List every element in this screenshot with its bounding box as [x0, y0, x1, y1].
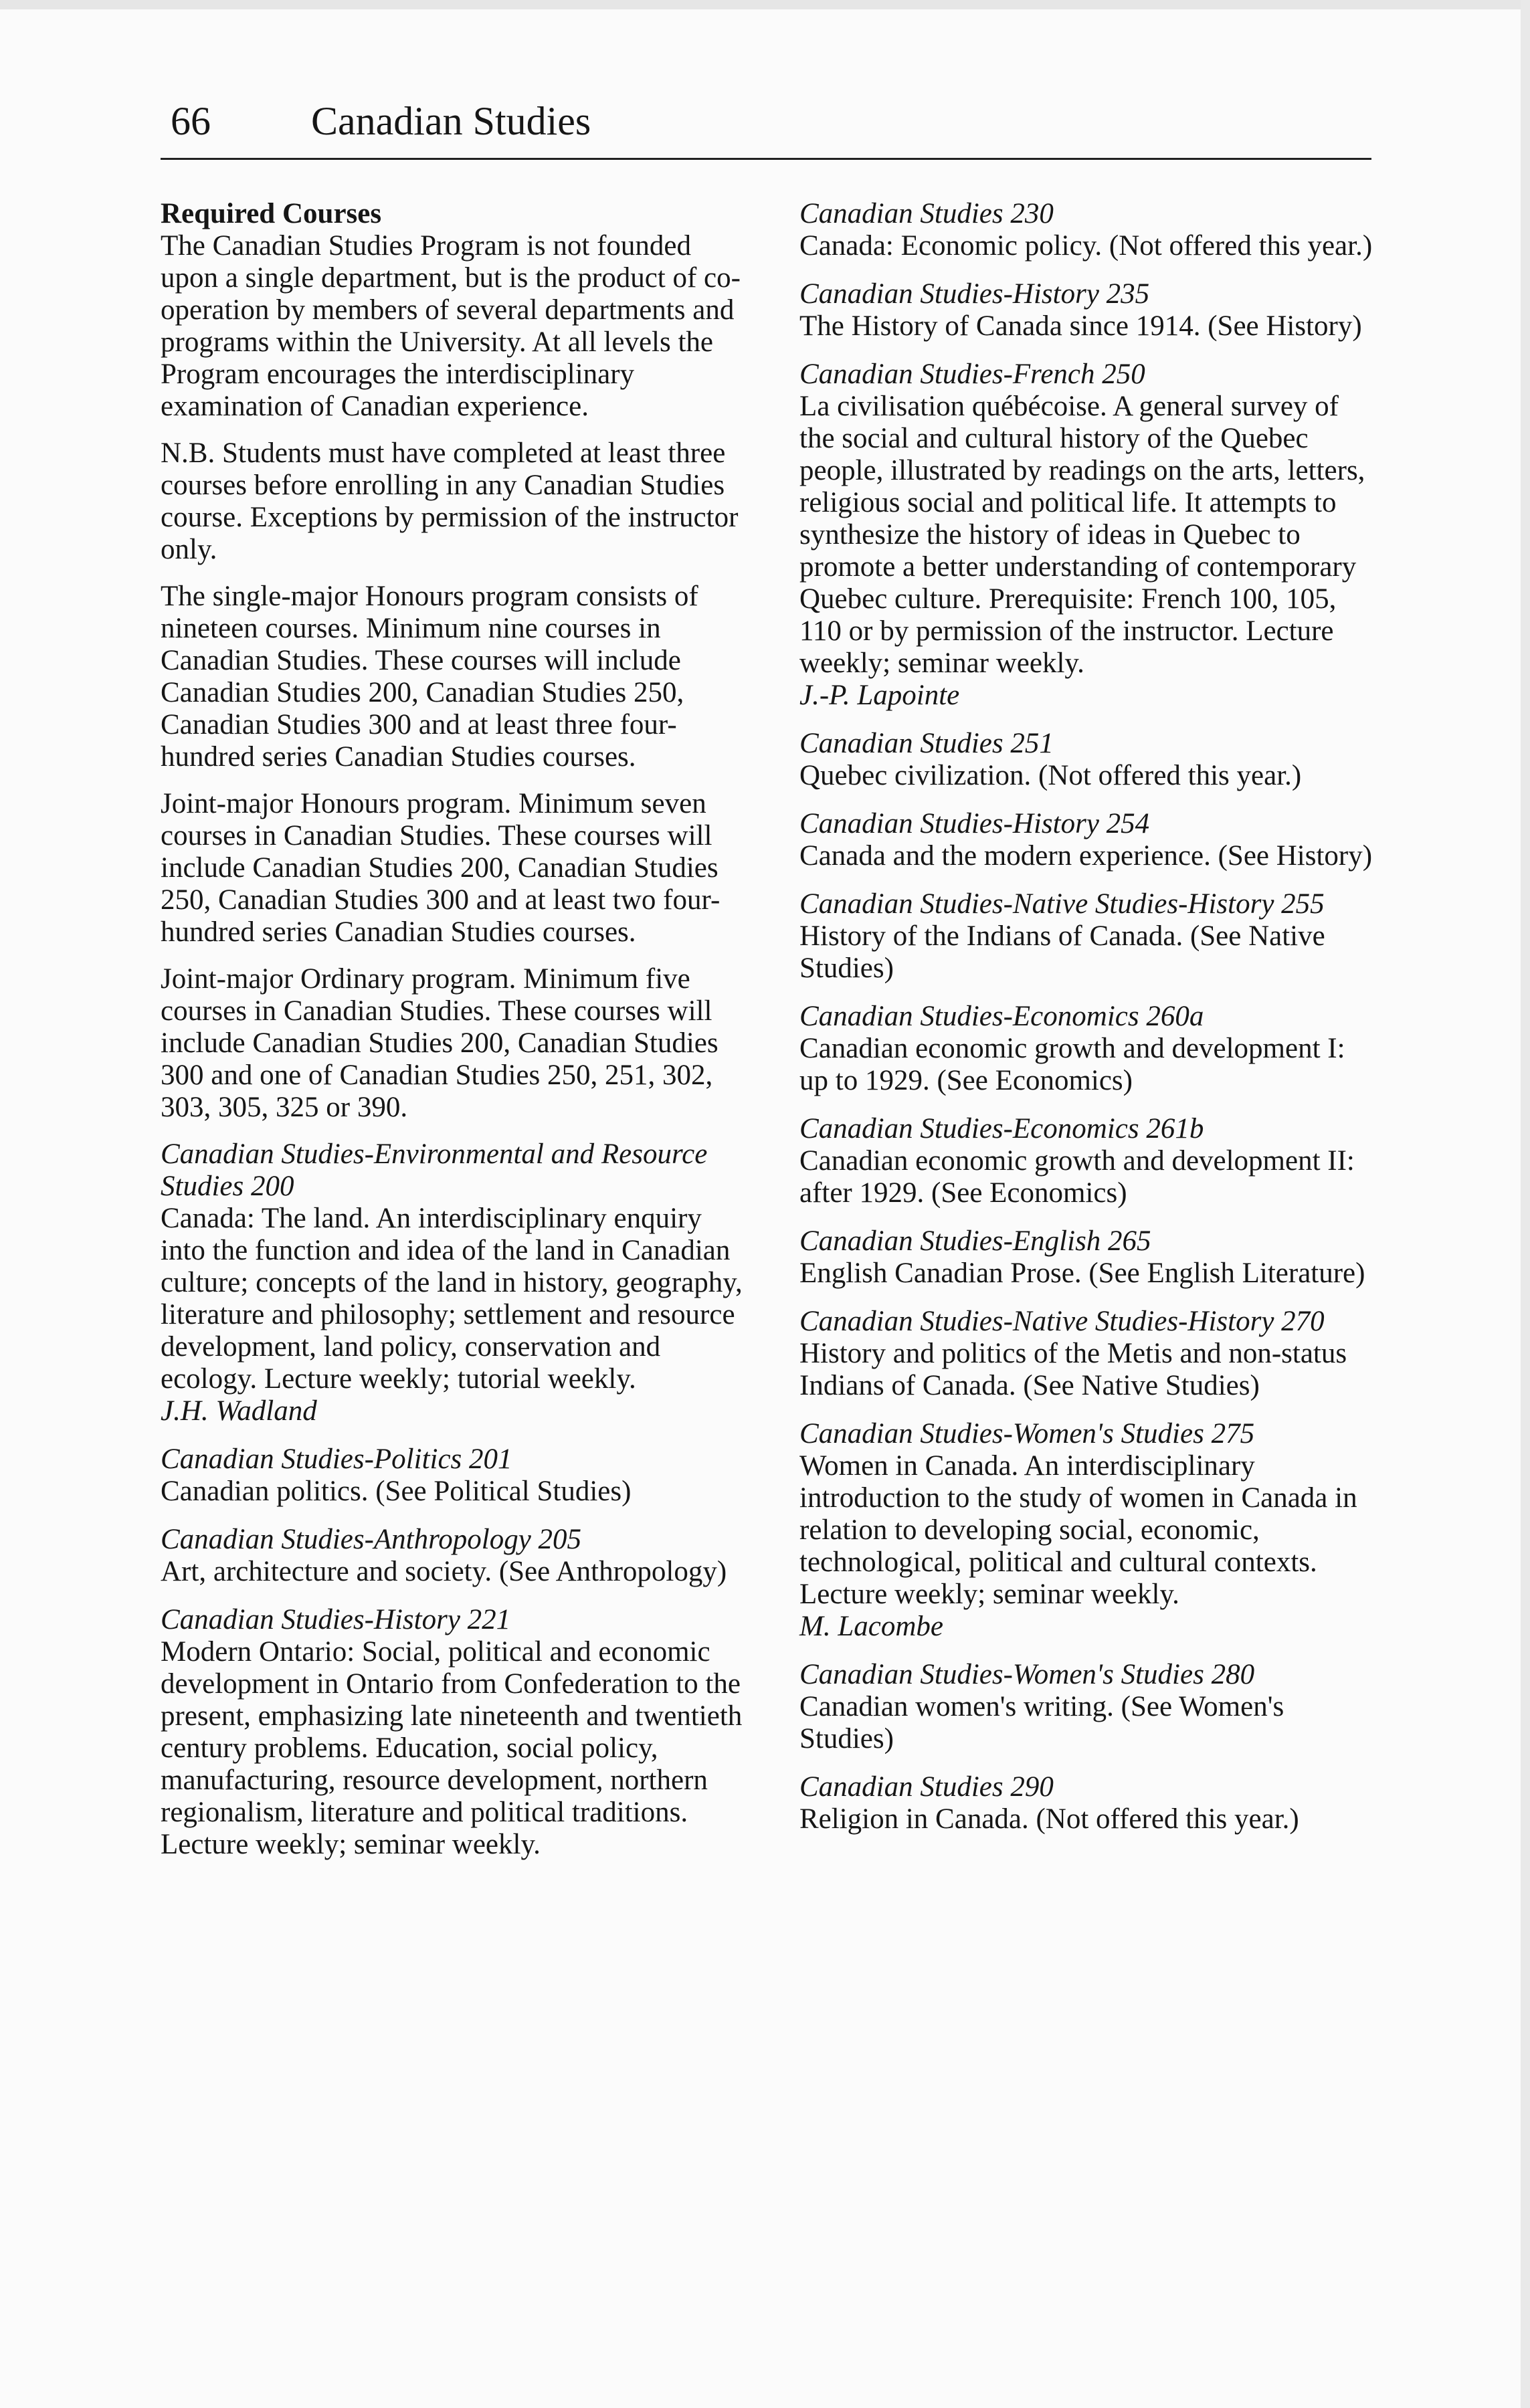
- course-description: Art, architecture and society. (See Anthropology): [161, 1556, 727, 1587]
- joint-honours-paragraph: Joint-major Honours program. Minimum seven courses in Canadian Studies. These courses will include Canadian Studies 200, Canadian Studies 250, Canadian Studies 300 and at least two four-hundred series Canadian Studies courses.: [161, 788, 721, 948]
- nb-paragraph: N.B. Students must have completed at least three courses before enrolling in any Canadian Studies course. Exceptions by permission of the instructor only.: [161, 437, 739, 565]
- course-description: Canadian economic growth and development I: up to 1929. (See Economics): [799, 1033, 1345, 1096]
- course-description: English Canadian Prose. (See English Literature): [799, 1258, 1365, 1289]
- page-edge: [1521, 0, 1530, 2408]
- course-entry: [799, 1001, 1375, 1097]
- running-title: Canadian Studies: [311, 99, 591, 143]
- course-title: Canadian Studies-History 254: [799, 808, 1150, 839]
- course-title: Canadian Studies-English 265: [799, 1225, 1151, 1257]
- course-title: Canadian Studies 251: [799, 728, 1054, 759]
- course-description: The History of Canada since 1914. (See History): [799, 310, 1362, 342]
- course-title: Canadian Studies-History 221: [161, 1604, 511, 1635]
- page-number: 66: [171, 99, 211, 143]
- course-description: Religion in Canada. (Not offered this year.): [799, 1803, 1299, 1835]
- course-description: Canadian economic growth and development II: after 1929. (See Economics): [799, 1145, 1355, 1209]
- course-description: Canada and the modern experience. (See History): [799, 840, 1373, 872]
- course-description: Modern Ontario: Social, political and economic development in Ontario from Confederation to the present, emphasizing late nineteenth and twentieth century problems. Education, social policy, manufacturing, resource development, northern regionalism, literature and political traditions. Lecture weekly; seminar weekly.: [161, 1636, 743, 1860]
- joint-ordinary-paragraph: Joint-major Ordinary program. Minimum five courses in Canadian Studies. These courses will include Canadian Studies 200, Canadian Studies 300 and one of Canadian Studies 250, 251, 302, 303, 305, 325 or 390.: [161, 963, 719, 1123]
- course-title: Canadian Studies-Native Studies-History 255: [799, 888, 1325, 920]
- header-rule: [161, 158, 1371, 160]
- left-column: [161, 198, 743, 1877]
- course-title: Canadian Studies-Environmental and Resource Studies 200: [161, 1138, 708, 1202]
- course-entry: [799, 1659, 1375, 1755]
- course-entry: [799, 278, 1375, 342]
- course-title: Canadian Studies-Women's Studies 280: [799, 1659, 1255, 1690]
- left-course-list: [161, 1138, 743, 1861]
- course-instructor: J.-P. Lapointe: [799, 680, 960, 711]
- course-description: Canada: Economic policy. (Not offered this year.): [799, 230, 1373, 262]
- course-title: Canadian Studies-Economics 261b: [799, 1113, 1204, 1144]
- course-title: Canadian Studies-History 235: [799, 278, 1150, 310]
- course-instructor: M. Lacombe: [799, 1611, 943, 1642]
- course-entry: [799, 198, 1375, 262]
- course-entry: [799, 888, 1375, 985]
- right-column: [799, 198, 1375, 1851]
- course-entry: [161, 1138, 743, 1427]
- course-title: Canadian Studies-Economics 260a: [799, 1001, 1204, 1032]
- course-entry: [799, 1418, 1375, 1643]
- right-course-list: [799, 198, 1375, 1835]
- course-entry: [799, 1225, 1375, 1290]
- course-instructor: J.H. Wadland: [161, 1395, 317, 1427]
- course-description: History and politics of the Metis and non-status Indians of Canada. (See Native Studies): [799, 1338, 1347, 1401]
- course-entry: [799, 1771, 1375, 1835]
- course-description: Canadian politics. (See Political Studies): [161, 1476, 632, 1507]
- course-entry: [799, 808, 1375, 872]
- page-header: [171, 92, 1375, 150]
- course-description: Quebec civilization. (Not offered this year.): [799, 760, 1302, 791]
- single-major-paragraph: The single-major Honours program consists of nineteen courses. Minimum nine courses in Canadian Studies. These courses will include Canadian Studies 200, Canadian Studies 250, Canadian Studies 300 and at least three four-hundred series Canadian Studies courses.: [161, 581, 698, 773]
- course-description: Canadian women's writing. (See Women's Studies): [799, 1691, 1284, 1754]
- course-description: Canada: The land. An interdisciplinary enquiry into the function and idea of the land in Canadian culture; concepts of the land in history, geography, literature and philosophy; settlement and resource development, land policy, conservation and ecology. Lecture weekly; tutorial weekly.: [161, 1203, 743, 1395]
- course-title: Canadian Studies-Women's Studies 275: [799, 1418, 1255, 1449]
- course-title: Canadian Studies-Native Studies-History 270: [799, 1306, 1325, 1337]
- course-entry: [799, 1306, 1375, 1402]
- course-entry: [161, 1443, 743, 1508]
- course-title: Canadian Studies 290: [799, 1771, 1054, 1803]
- course-entry: [161, 1604, 743, 1861]
- course-title: Canadian Studies-Politics 201: [161, 1443, 512, 1475]
- course-entry: [799, 1113, 1375, 1209]
- course-entry: [161, 1524, 743, 1588]
- intro-paragraph: The Canadian Studies Program is not founded upon a single department, but is the product of co-operation by members of several departments and programs within the University. At all levels the Program encourages the interdisciplinary examination of Canadian experience.: [161, 230, 741, 422]
- page-edge: [0, 0, 1530, 9]
- course-title: Canadian Studies-Anthropology 205: [161, 1524, 582, 1555]
- course-description: History of the Indians of Canada. (See Native Studies): [799, 920, 1325, 984]
- section-heading: Required Courses: [161, 198, 382, 229]
- course-description: Women in Canada. An interdisciplinary introduction to the study of women in Canada in relation to developing social, economic, technological, political and cultural contexts. Lecture weekly; seminar weekly.: [799, 1450, 1357, 1610]
- course-title: Canadian Studies 230: [799, 198, 1054, 229]
- course-title: Canadian Studies-French 250: [799, 359, 1145, 390]
- course-entry: [799, 359, 1375, 712]
- course-entry: [799, 728, 1375, 792]
- course-description: La civilisation québécoise. A general survey of the social and cultural history of the Quebec people, illustrated by readings on the arts, letters, religious social and political life. It attempts to synthesize the history of ideas in Quebec to promote a better understanding of contemporary Quebec culture. Prerequisite: French 100, 105, 110 or by permission of the instructor. Lecture weekly; seminar weekly.: [799, 391, 1365, 679]
